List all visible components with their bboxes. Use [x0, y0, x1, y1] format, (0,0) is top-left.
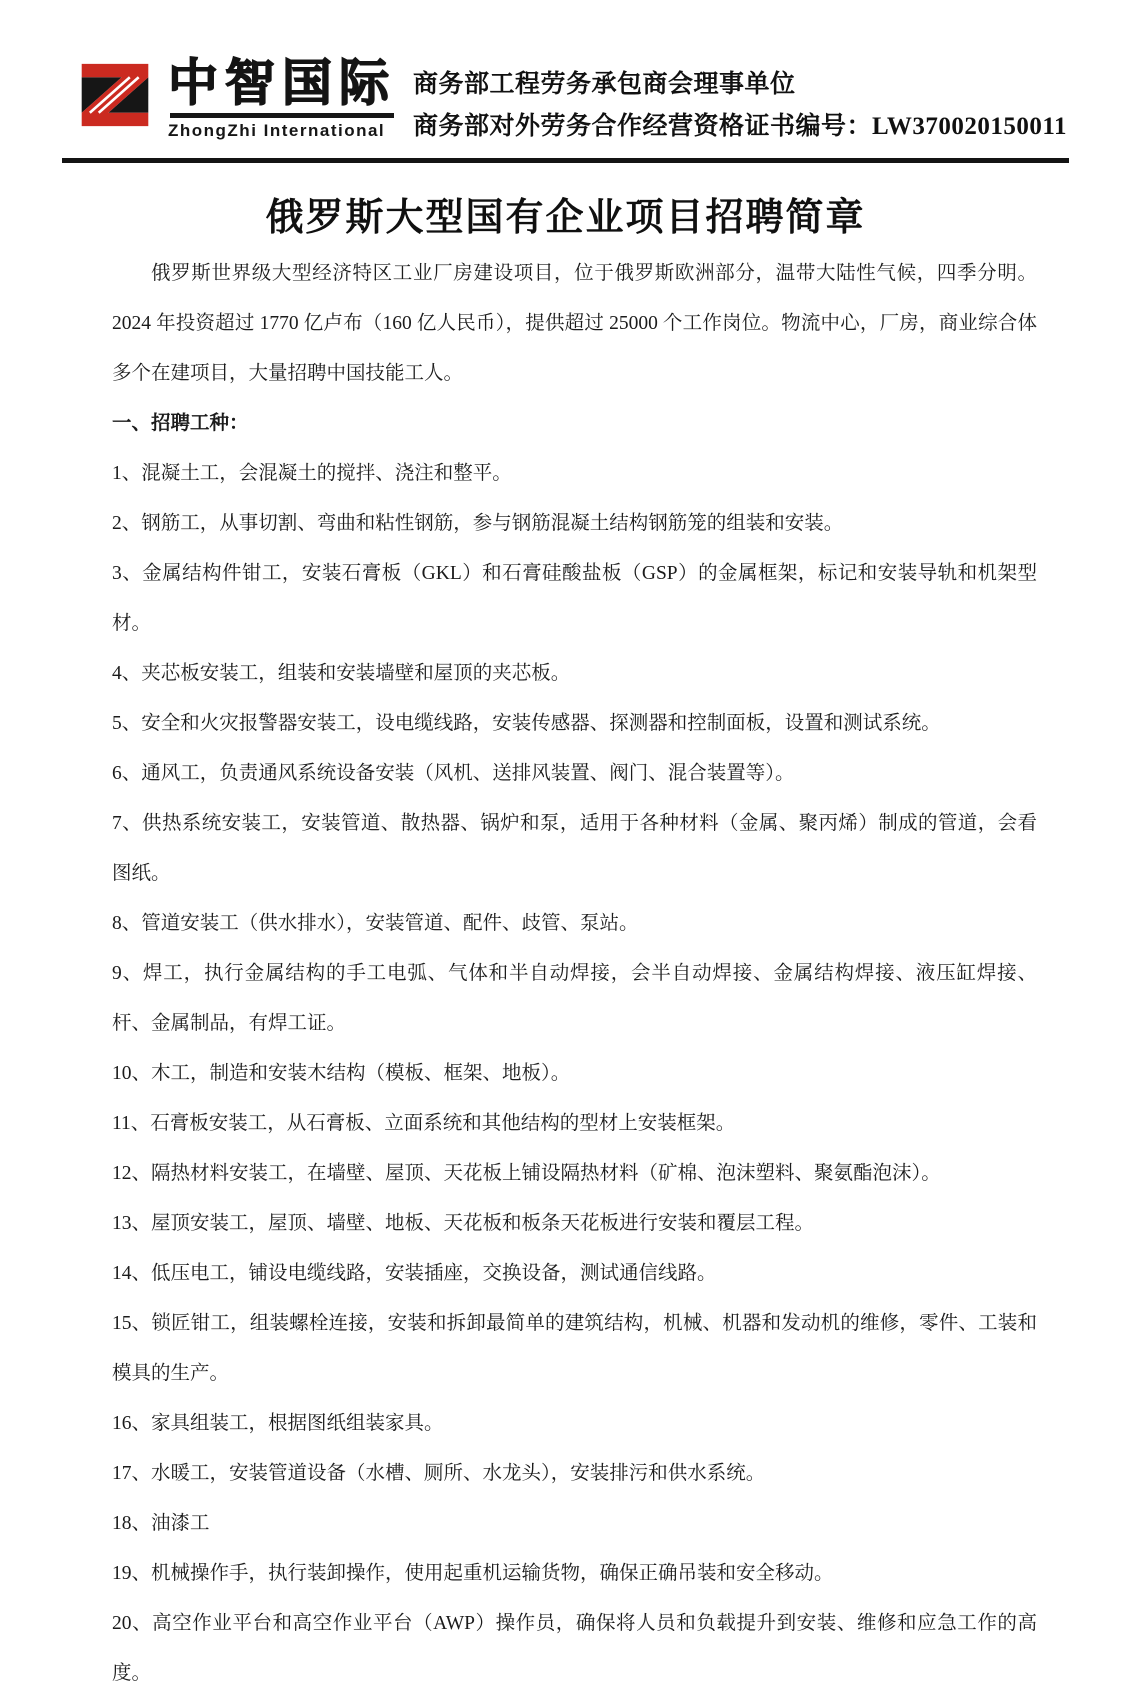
brand-name-cn: 中智国际	[168, 55, 396, 111]
job-item-metal-structure-fitter: 3、金属结构件钳工，安装石膏板（GKL）和石膏硅酸盐板（GSP）的金属框架，标记和安装导轨和机架型材。	[112, 563, 1037, 634]
job-item-rebar-worker: 2、钢筋工，从事切割、弯曲和粘性钢筋，参与钢筋混凝土结构钢筋笼的组装和安装。	[112, 513, 844, 534]
job-item-heating-system-installer: 7、供热系统安装工，安装管道、散热器、锅炉和泵，适用于各种材料（金属、聚丙烯）制成的管道，会看图纸。	[112, 813, 1037, 884]
job-item-carpenter: 10、木工，制造和安装木结构（模板、框架、地板）。	[112, 1063, 571, 1084]
job-item-ventilation-worker: 6、通风工，负责通风系统设备安装（风机、送排风装置、阀门、混合装置等）。	[112, 763, 795, 784]
job-item-pipe-installer: 8、管道安装工（供水排水），安装管道、配件、歧管、泵站。	[112, 913, 639, 934]
job-item-low-voltage-electrician: 14、低压电工，铺设电缆线路，安装插座，交换设备，测试通信线路。	[112, 1263, 717, 1284]
credentials-block	[413, 52, 1067, 148]
brand-text	[168, 52, 396, 141]
job-item-plumber: 17、水暖工，安装管道设备（水槽、厕所、水龙头），安装排污和供水系统。	[112, 1463, 766, 1484]
brand-name-en: ZhongZhi International	[168, 121, 386, 140]
letterhead	[0, 0, 1131, 148]
job-item-welder: 9、焊工，执行金属结构的手工电弧、气体和半自动焊接，会半自动焊接、金属结构焊接、液压缸焊接、杆、金属制品，有焊工证。	[112, 963, 1037, 1034]
brand-underline	[170, 113, 394, 118]
intro-paragraph: 俄罗斯世界级大型经济特区工业厂房建设项目，位于俄罗斯欧洲部分，温带大陆性气候，四季分明。2024 年投资超过 1770 亿卢布（160 亿人民币），提供超过 25000 个工作岗位。物流中心，厂房，商业综合体多个在建项目，大量招聘中国技能工人。	[112, 263, 1037, 384]
job-item-machine-operator: 19、机械操作手，执行装卸操作，使用起重机运输货物，确保正确吊装和安全移动。	[112, 1563, 834, 1584]
credential-line-1: 商务部工程劳务承包商会理事单位	[412, 71, 796, 98]
job-item-insulation-installer: 12、隔热材料安装工，在墙壁、屋顶、天花板上铺设隔热材料（矿棉、泡沫塑料、聚氨酯泡沫）。	[112, 1163, 941, 1184]
zhongzhi-z-logo-icon	[78, 52, 152, 138]
section-heading-recruit-trades: 一、招聘工种：	[112, 413, 249, 434]
job-item-concrete-worker: 1、混凝土工，会混凝土的搅拌、浇注和整平。	[112, 463, 512, 484]
job-item-roof-installer: 13、屋顶安装工，屋顶、墙壁、地板、天花板和板条天花板进行安装和覆层工程。	[112, 1213, 815, 1234]
header-divider	[62, 158, 1069, 163]
job-item-furniture-assembler: 16、家具组装工，根据图纸组装家具。	[112, 1413, 444, 1434]
credential-line-2: 商务部对外劳务合作经营资格证书编号：LW370020150011	[412, 113, 1067, 140]
job-item-awp-operator: 20、高空作业平台和高空作业平台（AWP）操作员，确保将人员和负载提升到安装、维修和应急工作的高度。	[112, 1613, 1037, 1684]
document-body	[112, 249, 1037, 1699]
job-item-sandwich-panel-installer: 4、夹芯板安装工，组装和安装墙壁和屋顶的夹芯板。	[112, 663, 571, 684]
brand-block	[78, 52, 396, 141]
job-item-drywall-installer: 11、石膏板安装工，从石膏板、立面系统和其他结构的型材上安装框架。	[112, 1113, 736, 1134]
job-item-painter: 18、油漆工	[112, 1513, 210, 1534]
job-item-fire-alarm-installer: 5、安全和火灾报警器安装工，设电缆线路，安装传感器、探测器和控制面板，设置和测试系统。	[112, 713, 941, 734]
document-title: 俄罗斯大型国有企业项目招聘简章	[265, 197, 866, 239]
job-item-locksmith-fitter: 15、锁匠钳工，组装螺栓连接，安装和拆卸最简单的建筑结构，机械、机器和发动机的维修，零件、工装和模具的生产。	[112, 1313, 1037, 1384]
